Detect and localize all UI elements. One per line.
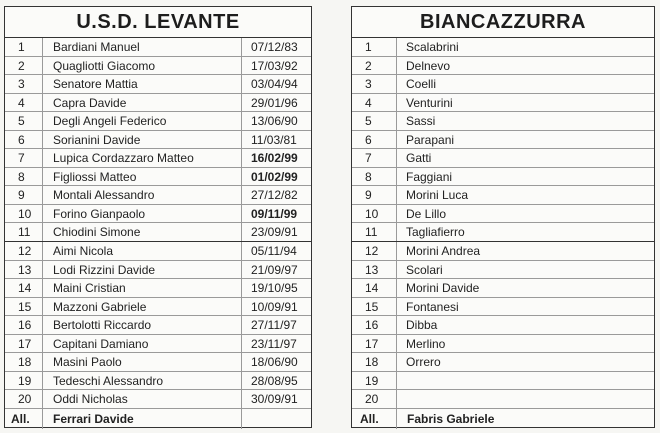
player-name: Chiodini Simone (43, 223, 242, 241)
player-number: 7 (352, 149, 397, 167)
coach-label: All. (5, 409, 43, 429)
table-row (5, 186, 311, 205)
table-row (352, 94, 654, 113)
coach-name: Fabris Gabriele (407, 411, 495, 426)
player-number: 16 (5, 316, 43, 334)
player-number: 8 (352, 168, 397, 186)
table-row (5, 298, 311, 317)
player-number: 1 (5, 38, 43, 56)
player-number: 6 (352, 131, 397, 149)
player-birthdate: 19/10/95 (251, 281, 298, 296)
player-name: Figliossi Matteo (43, 168, 242, 186)
player-name: Delnevo (406, 58, 451, 73)
player-name: Quagliotti Giacomo (43, 57, 242, 75)
table-row (352, 298, 654, 317)
player-birthdate: 09/11/99 (251, 206, 298, 221)
table-row (352, 75, 654, 94)
player-name (397, 390, 654, 408)
player-number: 5 (352, 112, 397, 130)
player-name: Capitani Damiano (43, 335, 242, 353)
player-name: Fontanesi (406, 299, 459, 314)
table-row (5, 242, 311, 261)
table-row (5, 131, 311, 150)
player-number: 18 (5, 353, 43, 371)
table-row (352, 186, 654, 205)
player-number: 7 (5, 149, 43, 167)
player-name: Lodi Rizzini Davide (43, 261, 242, 279)
table-row (5, 205, 311, 224)
coach-name: Ferrari Davide (43, 409, 242, 429)
player-number: 10 (5, 205, 43, 223)
table-row (352, 372, 654, 391)
player-name: Scolari (406, 262, 443, 277)
player-birthdate: 29/01/96 (251, 95, 298, 110)
player-name: Sorianini Davide (43, 131, 242, 149)
player-number: 13 (352, 261, 397, 279)
table-row (352, 149, 654, 168)
player-name: Scalabrini (406, 40, 459, 54)
player-name: Orrero (406, 355, 441, 370)
biancazzurra-coach-row (352, 409, 654, 429)
player-number: 14 (5, 279, 43, 297)
table-row (352, 168, 654, 187)
table-row (5, 353, 311, 372)
player-name: Morini Luca (406, 188, 469, 203)
player-number: 15 (352, 298, 397, 316)
table-row (352, 390, 654, 409)
biancazzurra-team-title: BIANCAZZURRA (352, 7, 654, 38)
player-number: 9 (5, 186, 43, 204)
player-number: 19 (352, 372, 397, 390)
levante-team-title: U.S.D. LEVANTE (5, 7, 311, 38)
table-row (352, 335, 654, 354)
player-name: Forino Gianpaolo (43, 205, 242, 223)
table-row (352, 38, 654, 57)
table-row (5, 75, 311, 94)
player-name: Sassi (406, 114, 436, 129)
table-row (5, 112, 311, 131)
table-row (352, 205, 654, 224)
player-name: Oddi Nicholas (43, 390, 242, 408)
player-name: Masini Paolo (43, 353, 242, 371)
player-number: 19 (5, 372, 43, 390)
player-number: 9 (352, 186, 397, 204)
table-row (352, 261, 654, 280)
player-birthdate: 03/04/94 (251, 77, 298, 92)
table-row (352, 131, 654, 150)
player-birthdate: 30/09/91 (251, 392, 298, 407)
player-number: 20 (5, 390, 43, 408)
table-row (352, 316, 654, 335)
player-name: Parapani (406, 132, 455, 147)
player-name: Montali Alessandro (43, 186, 242, 204)
player-number: 17 (5, 335, 43, 353)
table-row (5, 149, 311, 168)
player-birthdate: 28/08/95 (251, 373, 298, 388)
player-number: 18 (352, 353, 397, 371)
player-birthdate: 13/06/90 (251, 114, 298, 129)
player-number: 17 (352, 335, 397, 353)
player-number: 11 (5, 223, 43, 241)
player-birthdate: 27/11/97 (251, 318, 297, 333)
player-name: De Lillo (406, 206, 447, 221)
player-birthdate: 10/09/91 (251, 299, 298, 314)
player-name: Capra Davide (43, 94, 242, 112)
table-row (5, 316, 311, 335)
table-row (5, 94, 311, 113)
player-name: Lupica Cordazzaro Matteo (43, 149, 242, 167)
player-birthdate: 27/12/82 (251, 188, 298, 203)
player-birthdate: 11/03/81 (251, 132, 297, 147)
player-number: 3 (5, 75, 43, 93)
player-number: 3 (352, 75, 397, 93)
player-number: 14 (352, 279, 397, 297)
player-name: Morini Davide (406, 281, 480, 296)
table-row (352, 112, 654, 131)
player-birthdate: 07/12/83 (251, 40, 298, 54)
levante-coach-row (5, 409, 311, 429)
table-row (5, 279, 311, 298)
player-number: 12 (352, 242, 397, 260)
table-row (5, 38, 311, 57)
player-name: Senatore Mattia (43, 75, 242, 93)
table-row (352, 57, 654, 76)
table-row (352, 223, 654, 242)
player-number: 10 (352, 205, 397, 223)
coach-label: All. (352, 409, 397, 429)
player-number: 6 (5, 131, 43, 149)
player-number: 11 (352, 223, 397, 241)
table-row (352, 353, 654, 372)
player-number: 16 (352, 316, 397, 334)
player-birthdate: 01/02/99 (251, 169, 298, 184)
player-birthdate: 16/02/99 (251, 151, 298, 166)
player-birthdate: 18/06/90 (251, 355, 298, 370)
player-birthdate: 23/11/97 (251, 336, 297, 351)
player-birthdate: 17/03/92 (251, 58, 298, 73)
levante-lineup-table (4, 6, 312, 428)
player-name: Morini Andrea (406, 244, 481, 259)
player-name: Maini Cristian (43, 279, 242, 297)
table-row (352, 242, 654, 261)
player-name: Gatti (406, 151, 432, 166)
player-birthdate: 21/09/97 (251, 262, 298, 277)
player-name: Venturini (406, 95, 453, 110)
player-birthdate: 05/11/94 (251, 244, 297, 259)
player-number: 20 (352, 390, 397, 408)
player-birthdate: 23/09/91 (251, 225, 298, 240)
player-name (397, 372, 654, 390)
biancazzurra-player-rows (352, 38, 654, 409)
player-name: Merlino (406, 336, 446, 351)
player-name: Degli Angeli Federico (43, 112, 242, 130)
player-name: Mazzoni Gabriele (43, 298, 242, 316)
table-row (5, 372, 311, 391)
player-number: 15 (5, 298, 43, 316)
player-name: Bardiani Manuel (43, 38, 242, 56)
player-number: 12 (5, 242, 43, 260)
table-row (5, 335, 311, 354)
player-number: 8 (5, 168, 43, 186)
player-number: 4 (5, 94, 43, 112)
player-name: Tagliafierro (406, 225, 465, 240)
biancazzurra-lineup-table (351, 6, 655, 428)
player-name: Dibba (406, 318, 438, 333)
levante-player-rows (5, 38, 311, 409)
player-number: 2 (5, 57, 43, 75)
player-number: 5 (5, 112, 43, 130)
player-number: 1 (352, 38, 397, 56)
player-number: 4 (352, 94, 397, 112)
table-row (5, 261, 311, 280)
player-number: 13 (5, 261, 43, 279)
player-name: Bertolotti Riccardo (43, 316, 242, 334)
table-row (5, 223, 311, 242)
player-name: Faggiani (406, 169, 453, 184)
table-row (352, 279, 654, 298)
player-name: Coelli (406, 77, 437, 92)
player-name: Aimi Nicola (43, 242, 242, 260)
table-row (5, 168, 311, 187)
player-name: Tedeschi Alessandro (43, 372, 242, 390)
table-row (5, 57, 311, 76)
table-row (5, 390, 311, 409)
player-number: 2 (352, 57, 397, 75)
